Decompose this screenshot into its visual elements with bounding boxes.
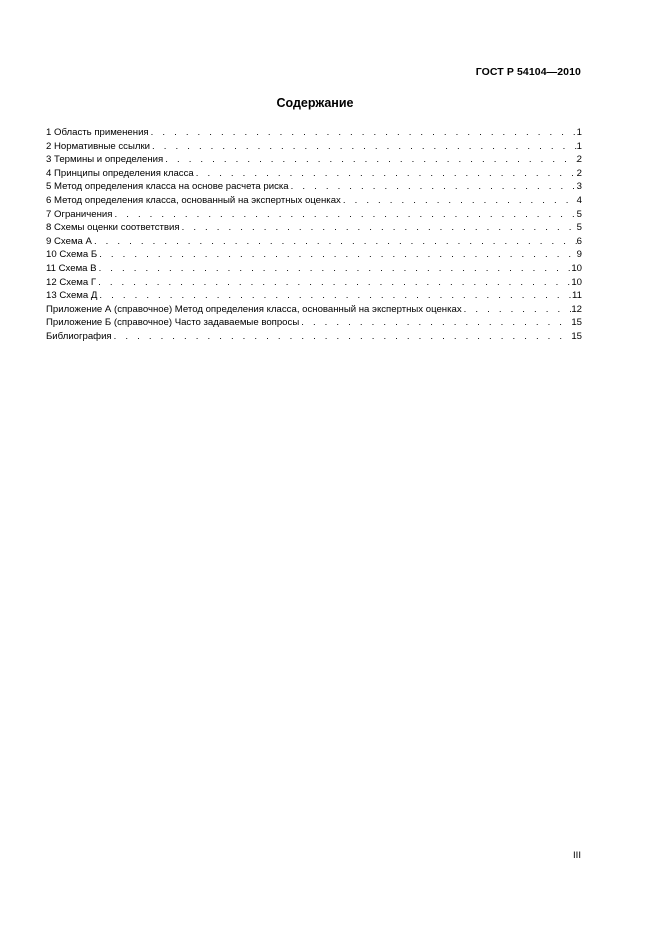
toc-entry-label: Библиография xyxy=(46,330,112,342)
toc-entry-page: 15 xyxy=(571,317,582,329)
toc-entry[interactable] xyxy=(46,208,582,222)
toc-entry-label: 12 Схема Г xyxy=(46,276,97,288)
toc-entry[interactable] xyxy=(46,126,582,140)
toc-leader-dots xyxy=(92,235,577,249)
toc-entry-label: 10 Схема Б xyxy=(46,249,98,261)
document-code: ГОСТ Р 54104—2010 xyxy=(475,66,581,78)
toc-entry-label: 7 Ограничения xyxy=(46,208,113,220)
toc-entry-page: 9 xyxy=(576,249,582,261)
toc-entry-label: Приложение Б (справочное) Часто задаваемые вопросы xyxy=(46,317,300,329)
toc-entry-label: 6 Метод определения класса, основанный на экспертных оценках xyxy=(46,194,341,206)
toc-entry-page: 3 xyxy=(576,181,582,193)
toc-leader-dots xyxy=(341,194,577,208)
toc-entry-label: 11 Схема В xyxy=(46,262,97,274)
toc-leader-dots xyxy=(97,248,576,262)
toc-leader-dots xyxy=(97,262,572,276)
toc-entry[interactable] xyxy=(46,221,582,235)
toc-entry[interactable] xyxy=(46,262,582,276)
toc-entry-page: 12 xyxy=(571,303,582,315)
toc-entry[interactable] xyxy=(46,303,582,317)
toc-entry-page: 2 xyxy=(576,167,582,179)
toc-entry-page: 1 xyxy=(576,127,582,138)
page-number: III xyxy=(573,850,581,861)
toc-entry-label: 5 Метод определения класса на основе расчета риска xyxy=(46,181,289,193)
toc-entry[interactable] xyxy=(46,194,582,208)
toc-leader-dots xyxy=(97,289,572,303)
toc-entry-page: 5 xyxy=(576,222,582,234)
toc-entry[interactable] xyxy=(46,140,582,154)
toc-leader-dots xyxy=(194,167,577,181)
toc-entry[interactable] xyxy=(46,167,582,181)
toc-entry-label: 1 Область применения xyxy=(46,127,149,138)
toc-entry-label: 2 Нормативные ссылки xyxy=(46,140,151,152)
toc-entry[interactable] xyxy=(46,153,582,167)
toc-leader-dots xyxy=(96,276,571,290)
toc-leader-dots xyxy=(163,153,576,167)
toc-entry[interactable] xyxy=(46,180,582,194)
toc-entry-page: 2 xyxy=(576,154,582,166)
toc-entry-page: 11 xyxy=(572,290,582,302)
toc-entry[interactable] xyxy=(46,276,582,290)
toc-title: Содержание xyxy=(276,96,354,110)
toc-entry-page: 4 xyxy=(576,194,582,206)
toc-entry-label: 4 Принципы определения класса xyxy=(46,167,194,179)
toc-leader-dots xyxy=(299,316,571,330)
toc-leader-dots xyxy=(112,208,576,222)
toc-entry[interactable] xyxy=(46,316,582,330)
table-of-contents xyxy=(46,126,582,344)
toc-leader-dots xyxy=(112,330,572,344)
toc-entry-label: 3 Термины и определения xyxy=(46,154,164,166)
toc-entry-label: 8 Схемы оценки соответствия xyxy=(46,222,180,234)
toc-entry-page: 15 xyxy=(571,330,582,342)
toc-entry[interactable] xyxy=(46,330,582,344)
toc-leader-dots xyxy=(462,303,572,317)
toc-entry-page: 1 xyxy=(576,140,582,152)
toc-entry-label: 9 Схема А xyxy=(46,235,92,247)
toc-entry[interactable] xyxy=(46,289,582,303)
toc-leader-dots xyxy=(180,221,577,235)
toc-entry-page: 10 xyxy=(571,262,582,274)
toc-leader-dots xyxy=(150,140,577,154)
toc-leader-dots xyxy=(289,180,577,194)
toc-entry[interactable] xyxy=(46,235,582,249)
toc-entry-page: 5 xyxy=(576,208,582,220)
toc-leader-dots xyxy=(149,126,577,140)
toc-entry-page: 10 xyxy=(571,276,582,288)
toc-entry-label: Приложение А (справочное) Метод определения класса, основанный на экспертных оценках xyxy=(46,303,462,315)
toc-entry-label: 13 Схема Д xyxy=(46,290,98,302)
toc-entry-page: 6 xyxy=(576,235,582,247)
toc-entry[interactable] xyxy=(46,248,582,262)
